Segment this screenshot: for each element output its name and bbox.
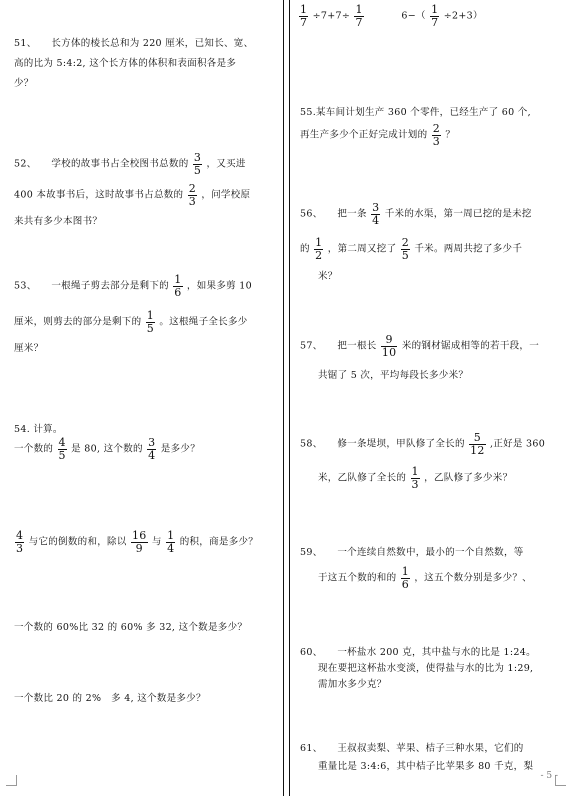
fraction: $\frac{2}{3}$ (432, 122, 441, 148)
fraction: $\frac{1}{4}$ (167, 529, 175, 555)
crop-mark-bottom-left (6, 775, 17, 786)
fraction: $\frac{4}{5}$ (58, 436, 66, 462)
fraction: $\frac{1}{5}$ (146, 309, 155, 335)
fraction: $\frac{1}{7}$ (355, 3, 363, 29)
fraction: $\frac{3}{4}$ (372, 201, 380, 227)
column-divider-right (289, 0, 290, 796)
fraction: $\frac{2}{3}$ (188, 182, 196, 208)
fraction: $\frac{3}{5}$ (193, 151, 202, 177)
fraction: $\frac{1}{6}$ (174, 273, 182, 299)
fraction: $\frac{1}{2}$ (315, 236, 323, 262)
fraction: $\frac{1}{3}$ (411, 465, 419, 491)
fraction: $\frac{4}{3}$ (16, 529, 24, 555)
top-expression: $\frac{1}{7}$ ÷7+7÷ $\frac{1}{7}$ 6−（ $\frac{1}{7}$ ÷2+3） (300, 3, 483, 29)
fraction: $\frac{5}{12}$ (470, 431, 485, 457)
fraction: $\frac{1}{7}$ (300, 3, 308, 29)
fraction: $\frac{16}{9}$ (131, 529, 147, 555)
fraction: $\frac{1}{7}$ (431, 3, 439, 29)
fraction: $\frac{1}{6}$ (401, 565, 410, 591)
document-page: $\frac{1}{7}$ ÷7+7÷ $\frac{1}{7}$ 6−（ $\frac{1}{7}$ ÷2+3） 51、 长方体的棱长总和为 220 厘米，已知长、宽、 高的比为 5:4:2, 这个长方体的体积和表面积各是多 少？ 52、 学校的故事书占全校图书总数的 $\frac{3}{5}$ ，又买进 400 本故事书后，这时故事书占总数的 $\frac{2}{3}$ ，问学校原 来共有多少本图书？ 53、 一根绳子剪去部分是剩下的 $\frac{1}{6}$ ，如果多剪 10 厘米，则剪去的部分是剩下的 $\frac{1}{5}$ 。这根绳子全长多少 厘米？ 54. 计算。 一个数的 $\frac{4}{5}$ 是 80, 这个数的 $\frac{3}{4}$ 是多少？ $\frac{4}{3}$ 与它的倒数的和，除以 $\frac{16}{9}$ 与 $\frac{1}{4}$ 的积，商是多少？ 一个数的 60%比 32 的 60% 多 32, 这个数是多少？ 一个数比 20 的 2% 多 4, 这个数是多少？ 55.某车间计划生产 360 个零件，已经生产了 60 个, 再生产多少个正好完成计划的 $\frac{2}{3}$ ？ 56、 把一条 $\frac{3}{4}$ 千米的水渠，第一周已挖的是未挖 的 $\frac{1}{2}$ ，第二周又挖了 $\frac{2}{5}$ 千米。两周共挖了多少千 米？ 57、 把一根长 $\frac{9}{10}$ 米的钢材锯成相等的若干段，一 共锯了 5 次，平均每段长多少米？ 58、 修一条堤坝，甲队修了全长的 $\frac{5}{12}$ ,正好是 360 米，乙队修了全长的 $\frac{1}{3}$ ，乙队修了多少米？ 59、 一个连续自然数中，最小的一个自然数，等 于这五个数的和的 $\frac{1}{6}$ ，这五个数分别是多少？、 60、 一杯盐水 200 克，其中盐与水的比是 1:24。 现在要把这杯盐水变淡，使得盐与水的比为 1:29, 需加水多少克？ 61、 王叔叔卖梨、苹果、桔子三种水果，它们的 重量比是 3:4:6，其中桔子比苹果多 80 千克，梨 - 5 - (0, 0, 572, 796)
fraction: $\frac{9}{10}$ (381, 333, 397, 359)
page-number: - 5 - (540, 770, 558, 781)
fraction: $\frac{2}{5}$ (401, 236, 410, 262)
fraction: $\frac{3}{4}$ (148, 436, 156, 462)
column-divider-left (283, 0, 284, 796)
